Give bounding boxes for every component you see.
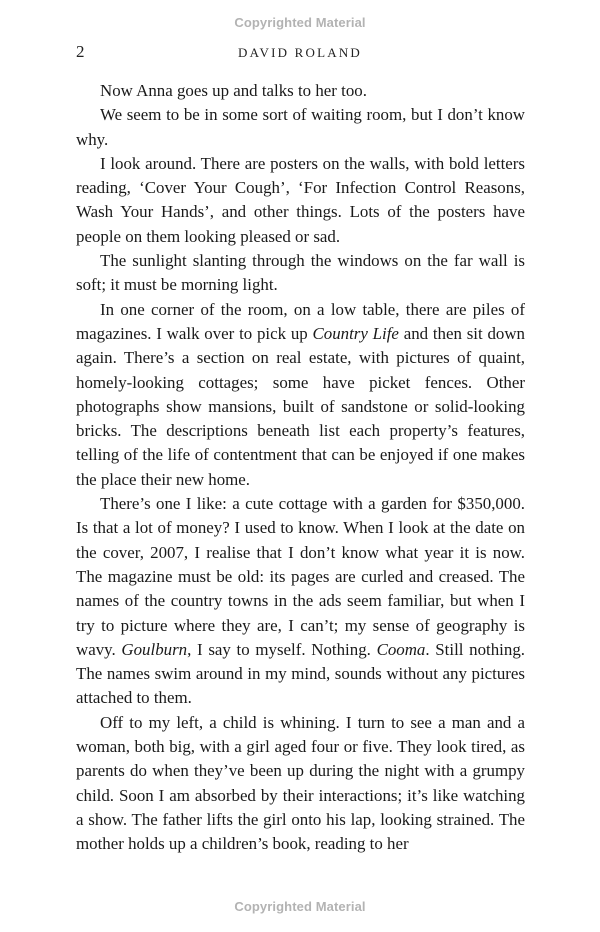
paragraph xyxy=(76,298,525,492)
copyright-watermark-top: Copyrighted Material xyxy=(234,15,366,30)
body-text xyxy=(76,79,525,857)
running-head: DAVID ROLAND xyxy=(237,45,363,60)
paragraph xyxy=(76,152,525,249)
text-run: and then sit down again. There’s a section on real estate, with pictures of quaint, homely-looking cottages; some have picket fences. Other photographs show mansions, built of sandstone or solid-looking bricks. The descriptions beneath list each property’s features, telling of the life of contentment that can be enjoyed if one makes the place their new home. xyxy=(76,323,525,489)
text-run: There’s one I like: a cute cottage with a garden for $350,000. Is that a lot of money? I used to know. When I look at the date on the cover, 2007, I realise that I don’t know what year it is now. The magazine must be old: its pages are curled and creased. The names of the country towns in the ads seem familiar, but when I try to picture where they are, I can’t; my sense of geography is wavy. xyxy=(76,494,525,659)
text-run: In one corner of the room, on a low table, there are piles of magazines. I walk over to pick up xyxy=(76,299,525,343)
text-run: I look around. There are posters on the walls, with bold letters reading, ‘Cover Your Cough’, ‘For Infection Control Reasons, Wash Your Hands’, and other things. Lots of the posters have people on them looking pleased or sad. xyxy=(76,153,525,246)
paragraph xyxy=(76,103,525,152)
text-run: The sunlight slanting through the windows on the far wall is soft; it must be morning light. xyxy=(76,251,525,295)
paragraph xyxy=(76,492,525,711)
text-run: We seem to be in some sort of waiting room, but I don’t know why. xyxy=(76,105,525,149)
italic-title: Goulburn xyxy=(121,639,188,659)
italic-title: Cooma xyxy=(376,639,426,659)
copyright-watermark-bottom: Copyrighted Material xyxy=(234,899,366,914)
text-run: , I say to myself. Nothing. xyxy=(187,639,377,659)
text-run: . Still nothing. The names swim around in my mind, sounds without any pictures attached to them. xyxy=(76,639,525,708)
text-run: Off to my left, a child is whining. I turn to see a man and a woman, both big, with a girl aged four or five. They look tired, as parents do when they’ve been up during the night with a grumpy child. Soon I am absorbed by their interactions; it’s like watching a show. The father lifts the girl onto his lap, looking strained. The mother holds up a children’s book, reading to her xyxy=(76,712,525,854)
page-number: 2 xyxy=(76,42,85,61)
paragraph xyxy=(76,249,525,298)
italic-title: Country Life xyxy=(312,323,399,343)
paragraph xyxy=(76,79,525,103)
paragraph xyxy=(76,711,525,857)
text-run: Now Anna goes up and talks to her too. xyxy=(100,81,367,100)
